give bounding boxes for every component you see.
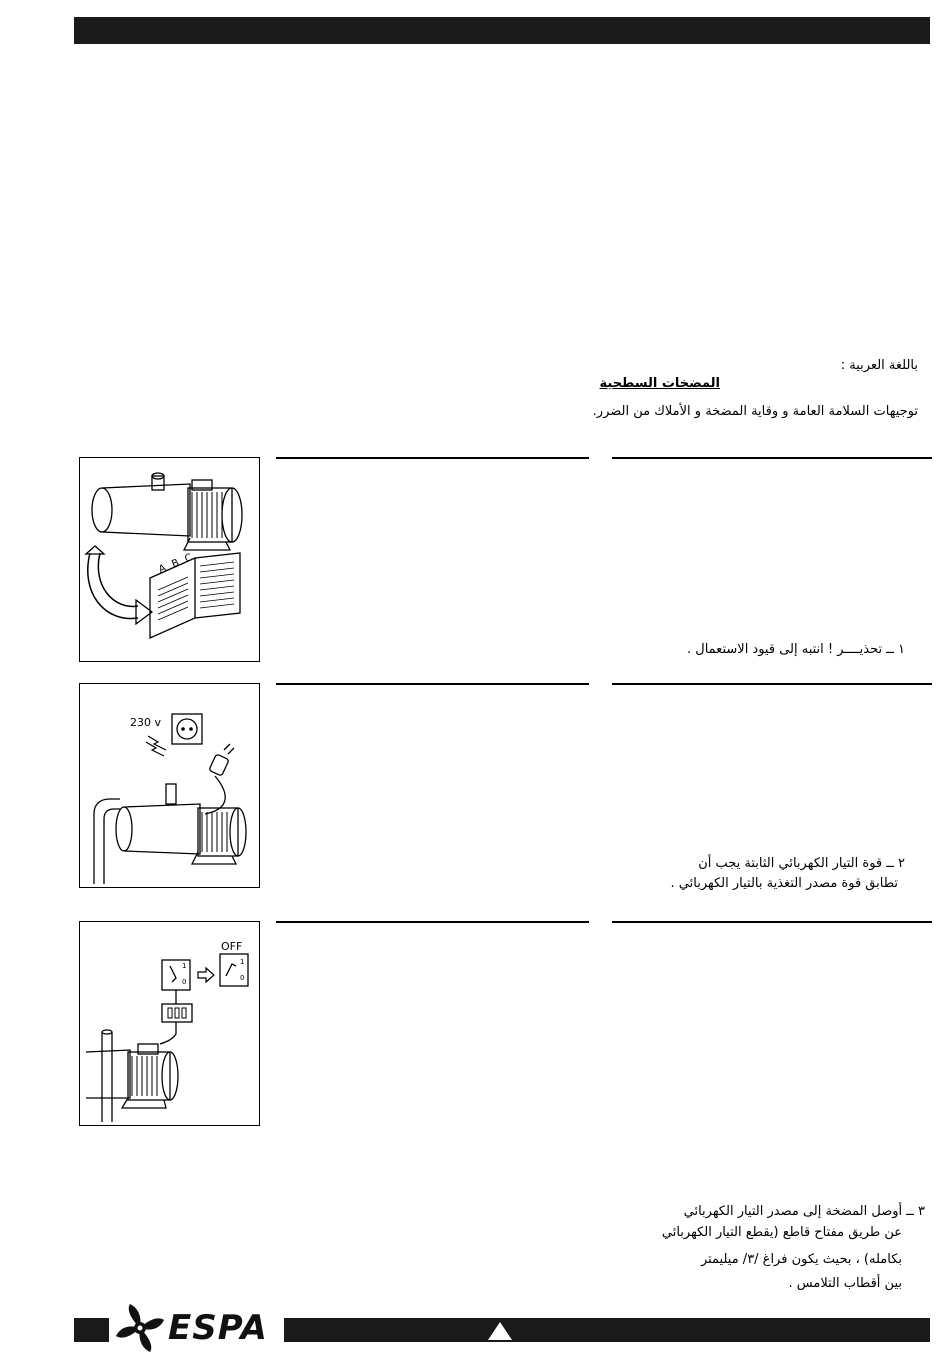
svg-text:1: 1 [240,958,245,966]
espa-logo-icon [112,1300,168,1356]
section-3-text-line-1: ٣ ــ أوصل المضخة إلى مصدر التيار الكهربائي [683,1204,925,1219]
footer-bar-left [74,1318,109,1342]
off-label: OFF [221,940,243,953]
section-rule [612,457,932,459]
section-rule [276,457,589,459]
footer-bar-right [284,1318,930,1342]
figure-manual [79,457,260,662]
section-2-text-line-2: تطابق قوة مصدر التغذية بالتيار الكهربائي . [670,876,898,891]
section-2-text-line-1: ٢ ــ قوة التيار الكهربائي الثابتة يجب أن [698,856,905,871]
section-3-text-line-2: عن طريق مفتاح قاطع (يقطع التيار الكهربائي [661,1225,902,1240]
section-rule [276,683,589,685]
triangle-icon [487,1321,513,1341]
section-rule [276,921,589,923]
section-3-text-line-3: بكامله) ، بحيث يكون فراغ /٣/ ميليمتر [700,1252,902,1267]
language-label: باللغة العربية : [840,358,918,373]
page-title: المضخات السطحية [599,376,720,391]
section-3-text-line-4: بين أقطاب التلامس . [788,1276,902,1291]
section-rule [612,683,932,685]
voltage-label: 230 v [130,716,162,729]
top-bar [74,17,930,44]
figure-switch [79,921,260,1126]
intro-text: توجيهات السلامة العامة و وقاية المضخة و الأملاك من الضرر. [592,404,918,419]
svg-text:0: 0 [240,974,245,982]
section-1-text: ١ ــ تحذيــــر ! انتبه إلى قيود الاستعمال . [687,642,905,657]
manual-letters: A B C [157,551,196,576]
svg-text:0: 0 [182,978,187,986]
section-rule [612,921,932,923]
figure-voltage [79,683,260,888]
svg-text:1: 1 [182,962,187,970]
brand-name: ESPA [168,1308,268,1348]
